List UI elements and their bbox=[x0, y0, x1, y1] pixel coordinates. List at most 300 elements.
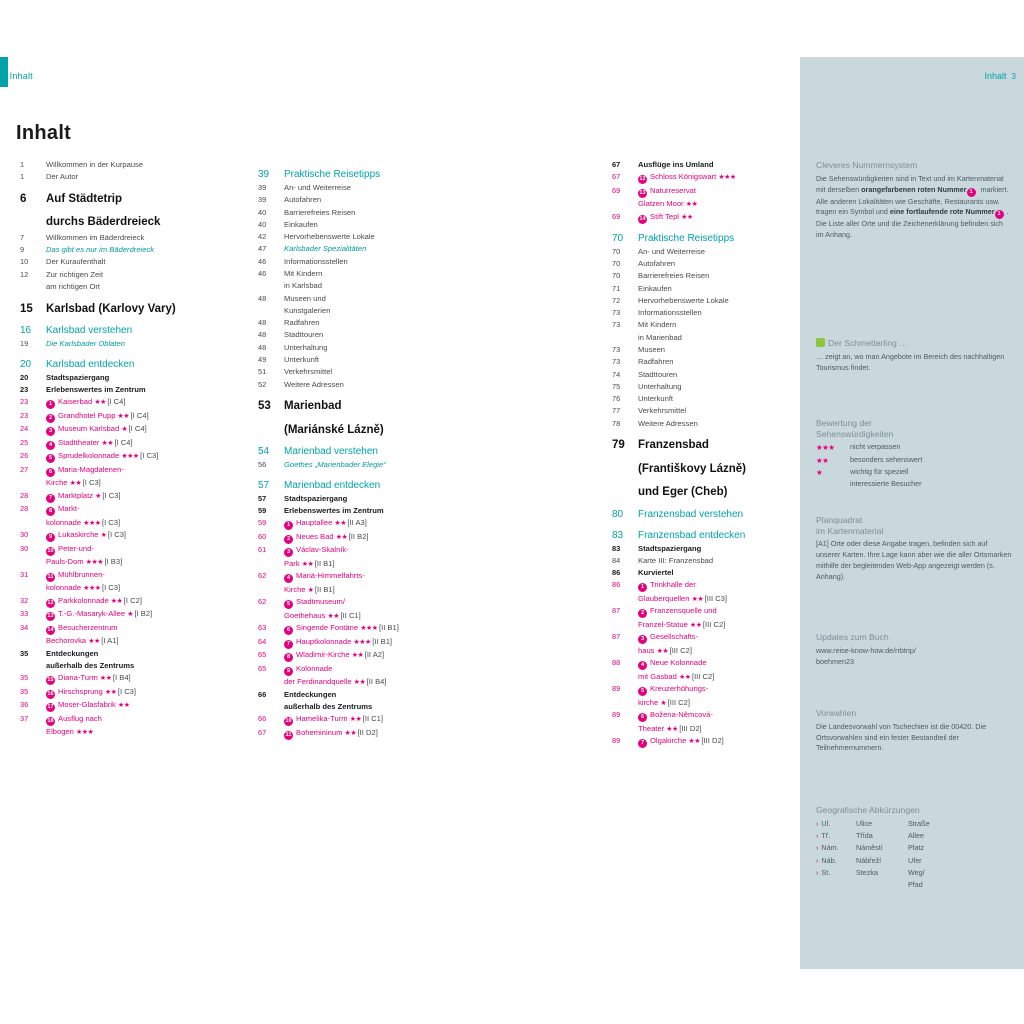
toc-entry[interactable] bbox=[608, 698, 798, 709]
toc-page-number: 73 bbox=[612, 320, 621, 330]
toc-entry[interactable] bbox=[608, 333, 798, 344]
toc-page-number: 87 bbox=[612, 632, 621, 642]
toc-page-number: 77 bbox=[612, 406, 621, 416]
toc-entry[interactable] bbox=[16, 504, 242, 516]
toc-page-number: 27 bbox=[20, 464, 29, 474]
toc-entry[interactable] bbox=[254, 650, 484, 662]
toc-entry-label: und Eger (Cheb) bbox=[638, 486, 728, 499]
toc-entry[interactable] bbox=[16, 714, 242, 726]
toc-entry[interactable] bbox=[16, 160, 242, 171]
toc-entry[interactable] bbox=[16, 609, 242, 621]
toc-entry[interactable] bbox=[608, 658, 798, 670]
rating-stars: ★★ bbox=[688, 738, 702, 746]
abbreviation-row bbox=[816, 868, 1012, 879]
toc-page-number: 25 bbox=[20, 437, 29, 447]
toc-page-number: 60 bbox=[258, 531, 267, 541]
toc-entry[interactable] bbox=[608, 320, 798, 331]
sidebar-updates-text bbox=[816, 646, 1012, 668]
toc-entry[interactable] bbox=[16, 530, 242, 542]
toc-entry[interactable] bbox=[16, 424, 242, 436]
toc-entry-label: Mit Kindern bbox=[284, 268, 323, 278]
rating-rows bbox=[816, 442, 1012, 489]
poi-number-icon: 8 bbox=[284, 653, 293, 662]
toc-entry[interactable] bbox=[16, 172, 242, 183]
toc-entry[interactable] bbox=[608, 271, 798, 282]
toc-entry-label: 1 Trinkhalle der bbox=[638, 580, 798, 592]
toc-page-number: 37 bbox=[20, 713, 29, 723]
toc-entry-label: Park ★★ [II B1] bbox=[284, 558, 335, 568]
toc-page-number: 15 bbox=[20, 302, 33, 315]
toc-entry[interactable] bbox=[254, 330, 484, 341]
toc-entry[interactable] bbox=[254, 611, 484, 622]
toc-entry[interactable] bbox=[16, 358, 242, 371]
toc-entry[interactable] bbox=[16, 302, 242, 316]
rating-stars: ★★ bbox=[110, 597, 124, 605]
toc-entry[interactable] bbox=[16, 324, 242, 337]
toc-page-number: 57 bbox=[258, 493, 267, 503]
map-grid-reference: [I C2] bbox=[123, 595, 142, 605]
toc-entry-label: Franzensbad verstehen bbox=[638, 508, 744, 520]
toc-entry[interactable] bbox=[608, 684, 798, 696]
toc-entry[interactable] bbox=[16, 596, 242, 608]
toc-entry-label: 14 Besucherzentrum bbox=[47, 622, 118, 633]
poi-number-icon: 3 bbox=[284, 548, 293, 557]
toc-entry[interactable] bbox=[16, 518, 242, 529]
toc-entry[interactable] bbox=[608, 736, 798, 748]
map-grid-reference: [III C2] bbox=[669, 645, 692, 655]
toc-entry[interactable] bbox=[608, 212, 798, 224]
toc-entry[interactable] bbox=[254, 445, 484, 458]
rating-row-text: interessierte Besucher bbox=[850, 478, 922, 488]
abbreviation-row bbox=[816, 831, 1012, 842]
toc-page-number: 56 bbox=[258, 460, 267, 470]
toc-entry-label: kirche ★ [III C2] bbox=[638, 697, 690, 707]
toc-page-number: 61 bbox=[258, 545, 267, 555]
running-head-left bbox=[0, 71, 33, 81]
toc-page-number: 39 bbox=[258, 169, 270, 180]
abbreviation-german: Ufer bbox=[908, 855, 922, 865]
toc-page-number: 54 bbox=[258, 446, 270, 458]
toc-page-number: 87 bbox=[612, 606, 621, 616]
rating-stars: ★★ bbox=[327, 612, 341, 620]
rating-heading-line1: Bewertung der bbox=[816, 418, 872, 428]
rating-stars: ★★ bbox=[69, 480, 83, 488]
sidebar-numbering-block bbox=[816, 160, 1012, 250]
toc-entry[interactable] bbox=[608, 724, 798, 735]
toc-page-number: 74 bbox=[612, 369, 621, 379]
toc-entry-label: Erlebenswertes im Zentrum bbox=[284, 506, 384, 516]
poi-number-icon: 7 bbox=[46, 494, 55, 503]
toc-entry[interactable] bbox=[608, 606, 798, 618]
toc-entry[interactable] bbox=[608, 544, 798, 555]
toc-entry[interactable] bbox=[16, 649, 242, 660]
abbreviation-row bbox=[816, 819, 1012, 830]
toc-entry[interactable] bbox=[254, 597, 484, 609]
toc-entry[interactable] bbox=[608, 620, 798, 631]
chevron-right-icon: › bbox=[816, 855, 819, 865]
numbering-text-1: Die Sehenswürdigkeiten sind in Text und im Kartenmaterial mit derselben bbox=[816, 173, 1004, 194]
toc-entry[interactable] bbox=[608, 710, 798, 722]
map-grid-reference: [I C3] bbox=[101, 583, 121, 593]
toc-entry[interactable] bbox=[608, 186, 798, 198]
rating-stars: ★★★ bbox=[353, 638, 373, 646]
toc-entry-label: 3 Gesellschafts- bbox=[638, 632, 798, 644]
toc-entry-label: 6 Maria-Magdalenen- bbox=[46, 465, 242, 477]
toc-entry-label: Franzensbad entdecken bbox=[638, 529, 746, 541]
toc-page-number: 69 bbox=[612, 211, 621, 221]
chevron-right-icon: › bbox=[816, 867, 819, 877]
toc-entry-label: Stadtspaziergang bbox=[284, 493, 348, 503]
toc-entry[interactable] bbox=[16, 687, 242, 699]
map-grid-reference: [I C3] bbox=[117, 686, 137, 696]
toc-entry[interactable] bbox=[254, 195, 484, 206]
toc-page-number: 46 bbox=[258, 256, 267, 266]
toc-entry-label: Kurviertel bbox=[638, 568, 674, 578]
rating-stars: ★★ bbox=[691, 595, 705, 603]
toc-entry[interactable] bbox=[16, 570, 242, 582]
toc-entry[interactable] bbox=[254, 506, 484, 517]
toc-entry-label: Karlsbader Spezialitäten bbox=[284, 244, 367, 254]
toc-entry[interactable] bbox=[16, 192, 242, 206]
toc-entry[interactable] bbox=[608, 382, 798, 393]
toc-entry-label: Autofahren bbox=[284, 195, 322, 205]
toc-entry[interactable] bbox=[254, 257, 484, 268]
toc-entry[interactable] bbox=[16, 673, 242, 685]
toc-entry[interactable] bbox=[16, 282, 242, 293]
toc-entry-label: durchs Bäderdreieck bbox=[46, 216, 161, 229]
toc-entry-label: Karlsbad entdecken bbox=[46, 358, 135, 370]
toc-entry-label: 7 Marktplatz ★ [I C3] bbox=[46, 491, 242, 503]
map-grid-reference: [I C3] bbox=[101, 517, 121, 527]
rating-row bbox=[816, 479, 1012, 490]
toc-entry[interactable] bbox=[608, 247, 798, 258]
toc-entry-label: Verkehrsmittel bbox=[284, 367, 333, 377]
poi-number-icon: 7 bbox=[284, 640, 293, 649]
toc-entry[interactable] bbox=[16, 727, 242, 738]
toc-page-number: 39 bbox=[258, 195, 267, 205]
toc-entry[interactable] bbox=[254, 728, 484, 740]
abbreviation-short: › Ul. bbox=[816, 818, 831, 828]
toc-page-number: 10 bbox=[20, 257, 29, 267]
toc-entry-label: Goethehaus ★★ [II C1] bbox=[284, 610, 361, 620]
map-grid-reference: [I B3] bbox=[104, 557, 123, 567]
toc-entry[interactable] bbox=[254, 269, 484, 280]
abbreviation-short: › St. bbox=[816, 867, 831, 877]
toc-entry-label: 7 Olgakirche ★★ [III D2] bbox=[638, 736, 798, 748]
toc-entry[interactable] bbox=[608, 284, 798, 295]
toc-entry[interactable] bbox=[608, 438, 798, 452]
poi-number-icon: 4 bbox=[46, 441, 55, 450]
toc-page-number: 64 bbox=[258, 636, 267, 646]
sidebar-updates-heading: Updates zum Buch bbox=[816, 632, 889, 642]
toc-entry[interactable] bbox=[254, 281, 484, 292]
toc-entry[interactable] bbox=[254, 677, 484, 688]
toc-entry[interactable] bbox=[254, 220, 484, 231]
toc-page-number: 66 bbox=[258, 714, 267, 724]
toc-entry[interactable] bbox=[254, 494, 484, 505]
abbreviation-german: Platz bbox=[908, 843, 924, 853]
abbreviation-row bbox=[816, 880, 1012, 891]
rating-stars: ★★ bbox=[351, 652, 365, 660]
rating-stars: ★ bbox=[307, 586, 315, 594]
poi-number-icon: 9 bbox=[284, 667, 293, 676]
toc-entry[interactable] bbox=[254, 355, 484, 366]
toc-entry[interactable] bbox=[254, 399, 484, 413]
toc-entry[interactable] bbox=[608, 568, 798, 579]
toc-entry-label: 5 Stadtmuseum/ bbox=[284, 597, 484, 609]
toc-entry[interactable] bbox=[608, 370, 798, 381]
poi-number-icon: 3 bbox=[638, 635, 647, 644]
toc-entry-label: 4 Mariä-Himmelfahrts- bbox=[284, 571, 484, 583]
toc-entry[interactable] bbox=[254, 637, 484, 649]
rating-stars: ★★ bbox=[656, 647, 670, 655]
toc-entry-label: Theater ★★ [III D2] bbox=[638, 723, 702, 733]
toc-entry[interactable] bbox=[608, 419, 798, 430]
poi-number-icon: 5 bbox=[46, 454, 55, 463]
toc-entry-label: Radfahren bbox=[638, 357, 674, 367]
toc-entry[interactable] bbox=[16, 245, 242, 256]
toc-entry-label: Marienbad verstehen bbox=[284, 446, 378, 458]
toc-page-number: 42 bbox=[258, 232, 267, 242]
toc-entry-label: Kirche ★★ [I C3] bbox=[46, 478, 101, 488]
map-grid-reference: [I C4] bbox=[130, 410, 149, 420]
toc-page-number: 83 bbox=[612, 529, 624, 541]
toc-page-number: 89 bbox=[612, 684, 621, 694]
sidebar-abbrev-block bbox=[816, 805, 1012, 893]
chevron-right-icon: › bbox=[816, 818, 819, 828]
toc-entry[interactable] bbox=[608, 345, 798, 356]
toc-entry[interactable] bbox=[608, 508, 798, 521]
toc-entry[interactable] bbox=[16, 451, 242, 463]
toc-entry-label: Erlebenswertes im Zentrum bbox=[46, 385, 146, 395]
toc-entry[interactable] bbox=[608, 529, 798, 542]
sidebar-grid-text: [A1] Orte oder diese Angabe tragen, befinden sich auf unserer Karten. Ihre Lage kann aber wie die aller Ortsmarken mithilfe der begleitenden Web-App angezeigt werden (s. Anhang). bbox=[816, 539, 1012, 581]
sidebar-abbrev-heading: Geografische Abkürzungen bbox=[816, 805, 920, 815]
toc-entry[interactable] bbox=[254, 460, 484, 471]
toc-entry-label: Unterkunft bbox=[284, 354, 320, 364]
toc-entry[interactable] bbox=[16, 544, 242, 556]
toc-entry[interactable] bbox=[608, 296, 798, 307]
toc-entry[interactable] bbox=[16, 233, 242, 244]
toc-entry[interactable] bbox=[16, 339, 242, 350]
toc-entry[interactable] bbox=[16, 557, 242, 568]
toc-entry[interactable] bbox=[16, 623, 242, 635]
toc-entry-label: 17 Moser-Glasfabrik ★★ bbox=[47, 700, 130, 711]
toc-entry-label: Glauberquellen ★★ [III C3] bbox=[638, 593, 727, 603]
toc-page-number: 63 bbox=[258, 623, 267, 633]
poi-number-icon: 6 bbox=[284, 626, 293, 635]
map-grid-reference: [I C3] bbox=[140, 451, 159, 461]
toc-entry-label: Willkommen in der Kurpause bbox=[46, 160, 144, 169]
toc-entry-label: Barrierefreies Reisen bbox=[638, 271, 710, 281]
toc-entry[interactable] bbox=[16, 583, 242, 594]
running-head-right-label: Inhalt bbox=[984, 71, 1007, 81]
toc-page-number: 62 bbox=[258, 597, 267, 607]
map-grid-reference: [III C2] bbox=[667, 697, 690, 707]
toc-entry[interactable] bbox=[16, 661, 242, 672]
toc-entry[interactable] bbox=[608, 357, 798, 368]
rating-row-stars: ★★★ bbox=[816, 443, 835, 453]
rating-heading-line2: Sehenswürdigkeiten bbox=[816, 428, 894, 439]
toc-entry[interactable] bbox=[254, 306, 484, 317]
toc-page-number: 47 bbox=[258, 244, 267, 254]
toc-entry[interactable] bbox=[254, 318, 484, 329]
poi-number-icon: 9 bbox=[46, 533, 55, 542]
toc-page-number: 1 bbox=[20, 172, 25, 182]
poi-number-icon: 2 bbox=[46, 414, 55, 423]
rating-stars: ★ bbox=[95, 492, 103, 500]
toc-entry[interactable] bbox=[254, 479, 484, 492]
rating-stars: ★★★ bbox=[718, 174, 736, 182]
map-grid-reference: [I C4] bbox=[128, 424, 147, 434]
sidebar-rating-block bbox=[816, 418, 1012, 491]
toc-page-number: 20 bbox=[20, 372, 29, 382]
toc-entry[interactable] bbox=[16, 270, 242, 281]
poi-number-icon: 6 bbox=[46, 468, 55, 477]
abbreviation-czech: Stezka bbox=[856, 867, 878, 877]
toc-page-number: 67 bbox=[258, 727, 267, 737]
toc-entry[interactable] bbox=[608, 646, 798, 657]
map-grid-reference: [II B2] bbox=[348, 531, 369, 541]
map-grid-reference: [I C3] bbox=[82, 478, 101, 488]
poi-number-icon: 2 bbox=[284, 535, 293, 544]
toc-entry-label: der Ferdinandquelle ★★ [II B4] bbox=[284, 677, 387, 687]
toc-entry[interactable] bbox=[254, 585, 484, 596]
toc-entry[interactable] bbox=[254, 208, 484, 219]
toc-entry[interactable] bbox=[254, 532, 484, 544]
toc-entry[interactable] bbox=[254, 244, 484, 255]
toc-entry-label: 13 T.-G.-Masaryk-Allee ★ [I B2] bbox=[47, 609, 153, 620]
rating-stars: ★★ bbox=[94, 399, 108, 407]
toc-entry[interactable] bbox=[608, 485, 798, 499]
sidebar-butterfly-heading bbox=[816, 338, 1012, 349]
poi-number-icon: 10 bbox=[285, 718, 292, 725]
rating-stars: ★★★ bbox=[75, 729, 94, 737]
numbering-text-2: markiert. Alle anderen Lokalitäten wie Geschäfte, Restaurants usw. tragen ein Symbol und bbox=[816, 184, 1009, 217]
abbreviation-german: Weg/ bbox=[908, 867, 925, 877]
toc-entry-label: Weitere Adressen bbox=[638, 418, 698, 428]
updates-url-line2[interactable]: boehmen23 bbox=[816, 656, 854, 666]
rating-stars: ★ bbox=[121, 426, 129, 434]
toc-entry[interactable] bbox=[608, 199, 798, 210]
toc-entry[interactable] bbox=[254, 380, 484, 391]
toc-entry[interactable] bbox=[608, 594, 798, 605]
toc-entry[interactable] bbox=[608, 172, 798, 184]
toc-column-3 bbox=[608, 160, 798, 750]
toc-entry[interactable] bbox=[16, 397, 242, 409]
toc-entry[interactable] bbox=[608, 672, 798, 683]
toc-entry[interactable] bbox=[254, 690, 484, 701]
toc-entry-label: außerhalb des Zentrums bbox=[46, 660, 135, 670]
poi-number-icon: 14 bbox=[639, 215, 646, 222]
toc-page-number: 59 bbox=[258, 506, 267, 516]
toc-page-number: 28 bbox=[20, 490, 29, 500]
toc-entry[interactable] bbox=[608, 580, 798, 592]
toc-entry[interactable] bbox=[608, 232, 798, 245]
toc-entry-label: Barrierefreies Reisen bbox=[284, 207, 356, 217]
map-grid-reference: [I C3] bbox=[107, 530, 127, 540]
rating-stars: ★★ bbox=[685, 201, 698, 209]
toc-entry[interactable] bbox=[254, 518, 484, 530]
toc-entry-label: Goethes „Marienbader Elegie“ bbox=[284, 460, 386, 470]
toc-entry[interactable] bbox=[608, 259, 798, 270]
sidebar-grid-block bbox=[816, 515, 1012, 592]
toc-entry[interactable] bbox=[608, 556, 798, 567]
map-grid-reference: [II D2] bbox=[357, 727, 378, 737]
updates-url-line1[interactable]: www.reise-know-how.de/rrbtrip/ bbox=[816, 645, 916, 655]
toc-entry[interactable] bbox=[608, 462, 798, 476]
poi-number-icon: 13 bbox=[47, 613, 54, 620]
toc-entry[interactable] bbox=[254, 664, 484, 676]
poi-number-icon: 15 bbox=[47, 677, 54, 684]
toc-page-number: 51 bbox=[258, 367, 267, 377]
toc-page-number: 28 bbox=[20, 504, 29, 514]
abbreviation-short: › Náb. bbox=[816, 855, 837, 865]
numbering-bold-1: orangefarbenen roten Nummer bbox=[861, 184, 967, 194]
abbreviation-german: Allee bbox=[908, 831, 924, 841]
toc-entry[interactable] bbox=[254, 168, 484, 181]
map-grid-reference: [I B4] bbox=[112, 673, 131, 683]
toc-entry[interactable] bbox=[608, 394, 798, 405]
toc-entry[interactable] bbox=[16, 373, 242, 384]
toc-entry[interactable] bbox=[254, 623, 484, 635]
toc-entry[interactable] bbox=[608, 632, 798, 644]
abbreviation-german: Pfad bbox=[908, 880, 923, 890]
toc-entry[interactable] bbox=[16, 465, 242, 477]
rating-stars: ★★ bbox=[678, 673, 692, 681]
toc-entry[interactable] bbox=[254, 423, 484, 437]
toc-entry[interactable] bbox=[16, 438, 242, 450]
toc-entry[interactable] bbox=[16, 700, 242, 712]
toc-entry[interactable] bbox=[16, 491, 242, 503]
toc-entry[interactable] bbox=[16, 215, 242, 229]
toc-entry[interactable] bbox=[254, 367, 484, 378]
toc-entry[interactable] bbox=[254, 571, 484, 583]
toc-entry[interactable] bbox=[254, 343, 484, 354]
toc-entry[interactable] bbox=[608, 406, 798, 417]
page-number-left: 2 bbox=[0, 72, 5, 81]
toc-entry[interactable] bbox=[254, 545, 484, 557]
toc-entry[interactable] bbox=[254, 559, 484, 570]
toc-page-number: 36 bbox=[20, 700, 29, 710]
poi-number-icon: 18 bbox=[47, 717, 54, 724]
toc-entry-label: Praktische Reisetipps bbox=[284, 169, 381, 180]
toc-entry[interactable] bbox=[16, 636, 242, 647]
toc-entry[interactable] bbox=[608, 160, 798, 171]
toc-entry[interactable] bbox=[254, 702, 484, 713]
toc-entry[interactable] bbox=[16, 257, 242, 268]
rating-stars: ★★ bbox=[335, 533, 349, 541]
toc-entry[interactable] bbox=[16, 385, 242, 396]
toc-entry[interactable] bbox=[254, 294, 484, 305]
toc-entry-label: Karlsbad (Karlovy Vary) bbox=[46, 302, 176, 315]
toc-entry[interactable] bbox=[16, 411, 242, 423]
rating-row-stars: ★ bbox=[816, 467, 823, 477]
poi-number-icon: 10 bbox=[47, 547, 54, 554]
toc-entry[interactable] bbox=[254, 183, 484, 194]
toc-entry-label: in Karlsbad bbox=[284, 281, 322, 291]
toc-entry[interactable] bbox=[16, 478, 242, 489]
toc-page-number: 73 bbox=[612, 308, 621, 318]
map-grid-reference: [III D2] bbox=[679, 723, 702, 733]
map-grid-reference: [I C3] bbox=[102, 490, 121, 500]
toc-entry[interactable] bbox=[254, 714, 484, 726]
toc-entry-label: 16 Hirschsprung ★★ [I C3] bbox=[47, 686, 137, 697]
toc-entry-label: Elbogen ★★★ bbox=[46, 727, 94, 737]
toc-entry[interactable] bbox=[608, 308, 798, 319]
toc-entry-label: 10 Hamelika-Turm ★★ [II C1] bbox=[285, 714, 383, 725]
toc-entry[interactable] bbox=[254, 232, 484, 243]
